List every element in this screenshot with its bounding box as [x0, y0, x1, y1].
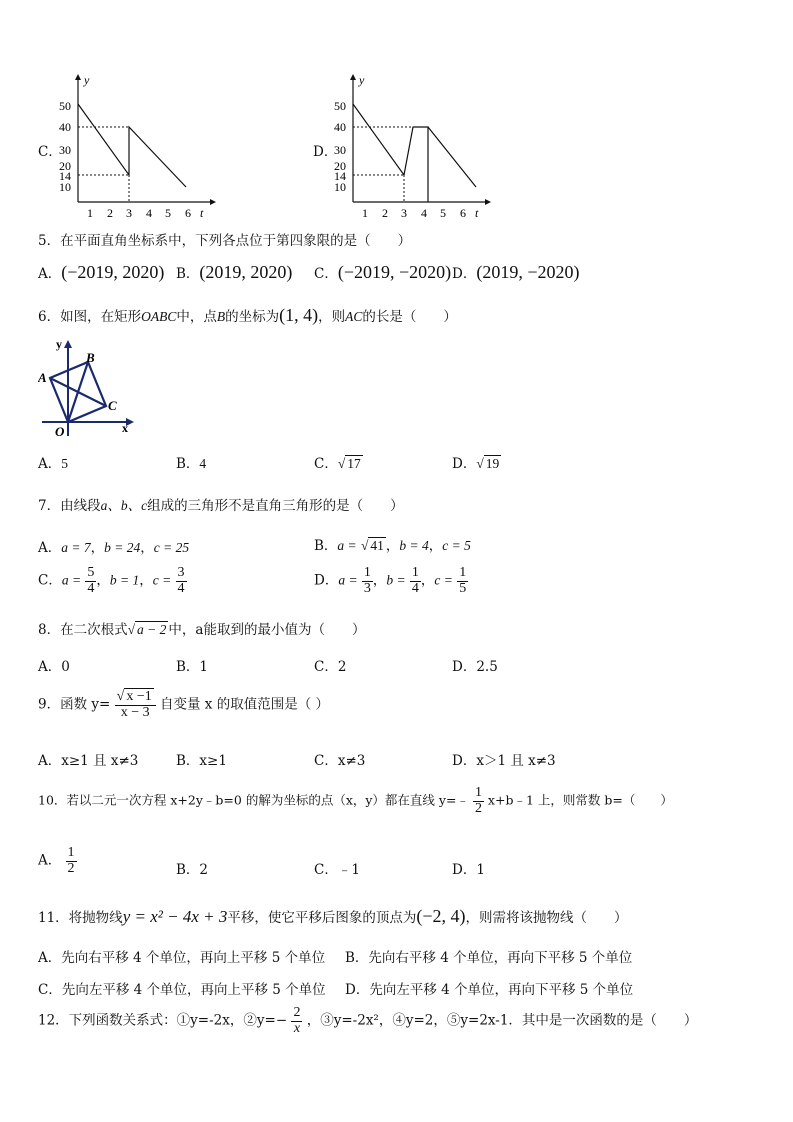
q10-option-b[interactable]: B．2 — [176, 862, 209, 878]
q7-option-a[interactable]: A．a = 7，b = 24，c = 25 — [38, 540, 190, 556]
q10-option-a[interactable]: A． $\frac{1}{2}$ — [38, 845, 75, 876]
graph-line — [353, 104, 428, 202]
x-tick: 5 — [165, 206, 171, 220]
q6-option-d[interactable]: D．√ 19 — [452, 456, 500, 472]
q8-stem: 8．在二次根式√ a − 2 中，a能取到的最小值为（ ） — [38, 622, 366, 638]
y-tick: 20 — [59, 159, 71, 173]
q4-graph-d — [333, 72, 493, 222]
q7-option-d[interactable]: D．a = $\frac{1}{3}$ ，b = $\frac{1}{4}$ ，c = $\frac{1}{5}$ — [314, 565, 467, 596]
q9-option-c[interactable]: C．x≠3 — [314, 753, 366, 769]
q4-graph-c — [58, 72, 218, 222]
y-tick: 30 — [334, 143, 346, 157]
q11-option-c[interactable]: C．先向左平移 4 个单位，再向上平移 5 个单位 — [38, 982, 326, 998]
y-tick: 40 — [334, 120, 346, 134]
x-tick: 2 — [107, 206, 113, 220]
q11-stem: 11．将抛物线y = x² − 4x + 3平移，使它平移后图象的顶点为(−2, 4)，则需将该抛物线（ ） — [38, 906, 628, 926]
q9-option-d[interactable]: D．x＞1 且 x≠3 — [452, 753, 556, 769]
q11-option-a[interactable]: A．先向右平移 4 个单位，再向上平移 5 个单位 — [38, 950, 326, 966]
q10-option-c[interactable]: C．﹣1 — [314, 862, 360, 878]
fig-a: A — [38, 370, 47, 385]
q6-option-a[interactable]: A．5 — [38, 456, 68, 472]
y-tick: 14 — [334, 169, 346, 183]
q10-stem: 10．若以二元一次方程 x+2y﹣b=0 的解为坐标的点（x，y）都在直线 y=﹣ $\frac{1}{2}$ x+b﹣1 上，则常数 b=（ ） — [38, 785, 673, 816]
fig-y: y — [56, 337, 62, 351]
q9-option-b[interactable]: B．x≥1 — [176, 753, 227, 769]
q8-option-b[interactable]: B．1 — [176, 659, 209, 675]
q10-option-d[interactable]: D．1 — [452, 862, 485, 878]
x-tick: 3 — [401, 206, 407, 220]
y-tick: 10 — [334, 180, 346, 194]
y-axis-label: y — [84, 73, 90, 87]
x-tick: 5 — [440, 206, 446, 220]
q12-stem: 12．下列函数关系式：①y=-2x，②y=− $\frac{2}{x}$ ，③y=-2x²，④y=2，⑤y=2x-1．其中是一次函数的是（ ） — [38, 1005, 698, 1036]
y-tick: 20 — [334, 159, 346, 173]
q7-stem: 7．由线段a、b、c组成的三角形不是直角三角形的是（ ） — [38, 498, 404, 514]
y-tick: 50 — [334, 99, 346, 113]
y-tick: 14 — [59, 169, 71, 183]
y-tick: 50 — [59, 99, 71, 113]
q5-option-d[interactable]: D．(2019, −2020) — [452, 262, 580, 282]
q6-stem: 6．如图，在矩形OABC中，点B的坐标为(1, 4)，则AC的长是（ ） — [38, 305, 457, 325]
q8-option-c[interactable]: C．2 — [314, 659, 347, 675]
q9-stem: 9．函数 y= $\frac{√ x -1}{x - 3}$ 自变量 x 的取值范围是（ ） — [38, 689, 330, 720]
q6-option-c[interactable]: C．√ 17 — [314, 456, 361, 472]
fig-b: B — [86, 350, 95, 365]
y-tick: 10 — [59, 180, 71, 194]
q11-option-b[interactable]: B．先向右平移 4 个单位，再向下平移 5 个单位 — [345, 950, 633, 966]
fig-c: C — [108, 398, 117, 413]
x-tick: 1 — [362, 206, 368, 220]
q6-figure — [38, 336, 138, 440]
q6-option-b[interactable]: B．4 — [176, 456, 207, 472]
x-axis-label: t — [475, 206, 479, 220]
q4-option-c-label: C． — [38, 144, 62, 160]
x-axis-label: t — [200, 206, 204, 220]
q8-option-a[interactable]: A．0 — [38, 659, 70, 675]
q7-option-c[interactable]: C．a = $\frac{5}{4}$ ，b = 1，c = $\frac{3}{4}$ — [38, 565, 185, 596]
y-tick: 40 — [59, 120, 71, 134]
x-tick: 3 — [126, 206, 132, 220]
x-tick: 4 — [421, 206, 427, 220]
fig-x: x — [122, 421, 128, 435]
q5-stem: 5．在平面直角坐标系中，下列各点位于第四象限的是（ ） — [38, 233, 412, 249]
y-axis-label: y — [359, 73, 365, 87]
q5-option-b[interactable]: B．(2019, 2020) — [176, 262, 293, 282]
q8-option-d[interactable]: D．2.5 — [452, 659, 498, 675]
q7-option-b[interactable]: B．a = √ 41 ，b = 4，c = 5 — [314, 538, 471, 554]
x-tick: 1 — [87, 206, 93, 220]
q5-option-c[interactable]: C．(−2019, −2020) — [314, 262, 452, 282]
q11-option-d[interactable]: D．先向左平移 4 个单位，再向下平移 5 个单位 — [345, 982, 634, 998]
q4-option-d-label: D． — [313, 144, 338, 160]
x-tick: 6 — [460, 206, 466, 220]
x-tick: 2 — [382, 206, 388, 220]
x-tick: 6 — [185, 206, 191, 220]
q5-option-a[interactable]: A．(−2019, 2020) — [38, 262, 165, 282]
y-tick: 30 — [59, 143, 71, 157]
x-tick: 4 — [146, 206, 152, 220]
q9-option-a[interactable]: A．x≥1 且 x≠3 — [38, 753, 139, 769]
fig-o: O — [55, 424, 65, 439]
